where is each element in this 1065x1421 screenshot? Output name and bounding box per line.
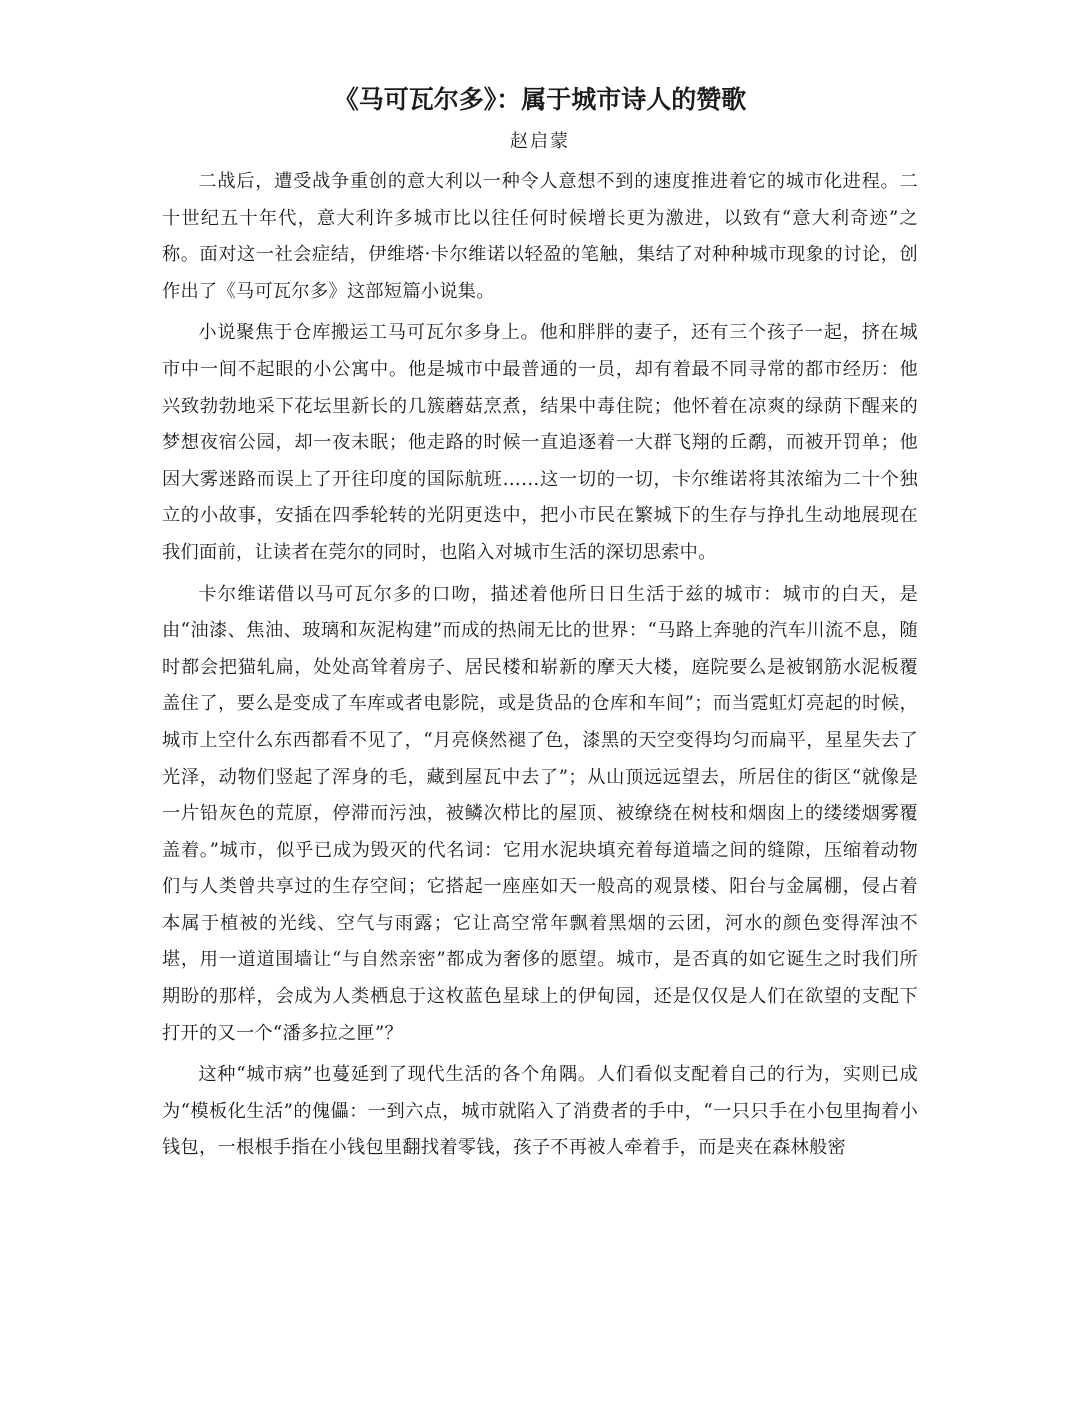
- article-title: 《马可瓦尔多》：属于城市诗人的赞歌: [333, 85, 747, 114]
- paragraph-3: 卡尔维诺借以马可瓦尔多的口吻，描述着他所日日生活于兹的城市：城市的白天，是由“油漆、焦油、玻璃和灰泥构建”而成的热闹无比的世界：“马路上奔驰的汽车川流不息，随时都会把猫轧扁，处处高耸着房子、居民楼和崭新的摩天大楼，庭院要么是被钢筋水泥板覆盖住了，要么是变成了车库或者电影院，或是货品的仓库和车间”；而当霓虹灯亮起的时候，城市上空什么东西都看不见了，“月亮倏然褪了色，漆黑的天空变得均匀而扁平，星星失去了光泽，动物们竖起了浑身的毛，藏到屋瓦中去了”；从山顶远远望去，所居住的街区“就像是一片铅灰色的荒原，停滞而污浊，被鳞次栉比的屋顶、被缭绕在树枝和烟囱上的缕缕烟雾覆盖着。”城市，似乎已成为毁灭的代名词：它用水泥块填充着每道墙之间的缝隙，压缩着动物们与人类曾共享过的生存空间；它搭起一座座如天一般高的观景楼、阳台与金属棚，侵占着本属于植被的光线、空气与雨露；它让高空常年飘着黑烟的云团，河水的颜色变得浑浊不堪，用一道道围墙让“与自然亲密”都成为奢侈的愿望。城市，是否真的如它诞生之时我们所期盼的那样，会成为人类栖息于这枚蓝色星球上的伊甸园，还是仅仅是人们在欲望的支配下打开的又一个“潘多拉之匣”？: [162, 583, 918, 1044]
- paragraph-4: 这种“城市病”也蔓延到了现代生活的各个角隅。人们看似支配着自己的行为，实则已成为“模板化生活”的傀儡：一到六点，城市就陷入了消费者的手中，“一只只手在小包里掏着小钱包，一根根手指在小钱包里翻找着零钱，孩子不再被人牵着手，而是夹在森林般密: [162, 1064, 918, 1159]
- article-author: 赵启蒙: [510, 131, 570, 152]
- paragraph-1: 二战后，遭受战争重创的意大利以一种令人意想不到的速度推进着它的城市化进程。二十世纪五十年代，意大利许多城市比以往任何时候增长更为激进，以致有“意大利奇迹”之称。面对这一社会症结，伊维塔·卡尔维诺以轻盈的笔触，集结了对种种城市现象的讨论，创作出了《马可瓦尔多》这部短篇小说集。: [162, 171, 918, 302]
- article-page: [162, 82, 918, 1167]
- paragraph-2: 小说聚焦于仓库搬运工马可瓦尔多身上。他和胖胖的妻子，还有三个孩子一起，挤在城市中一间不起眼的小公寓中。他是城市中最普通的一员，却有着最不同寻常的都市经历：他兴致勃勃地采下花坛里新长的几簇蘑菇烹煮，结果中毒住院；他怀着在凉爽的绿荫下醒来的梦想夜宿公园，却一夜未眠；他走路的时候一直追逐着一大群飞翔的丘鹬，而被开罚单；他因大雾迷路而误上了开往印度的国际航班……这一切的一切，卡尔维诺将其浓缩为二十个独立的小故事，安插在四季轮转的光阴更迭中，把小市民在繁城下的生存与挣扎生动地展现在我们面前，让读者在莞尔的同时，也陷入对城市生活的深切思索中。: [162, 322, 918, 563]
